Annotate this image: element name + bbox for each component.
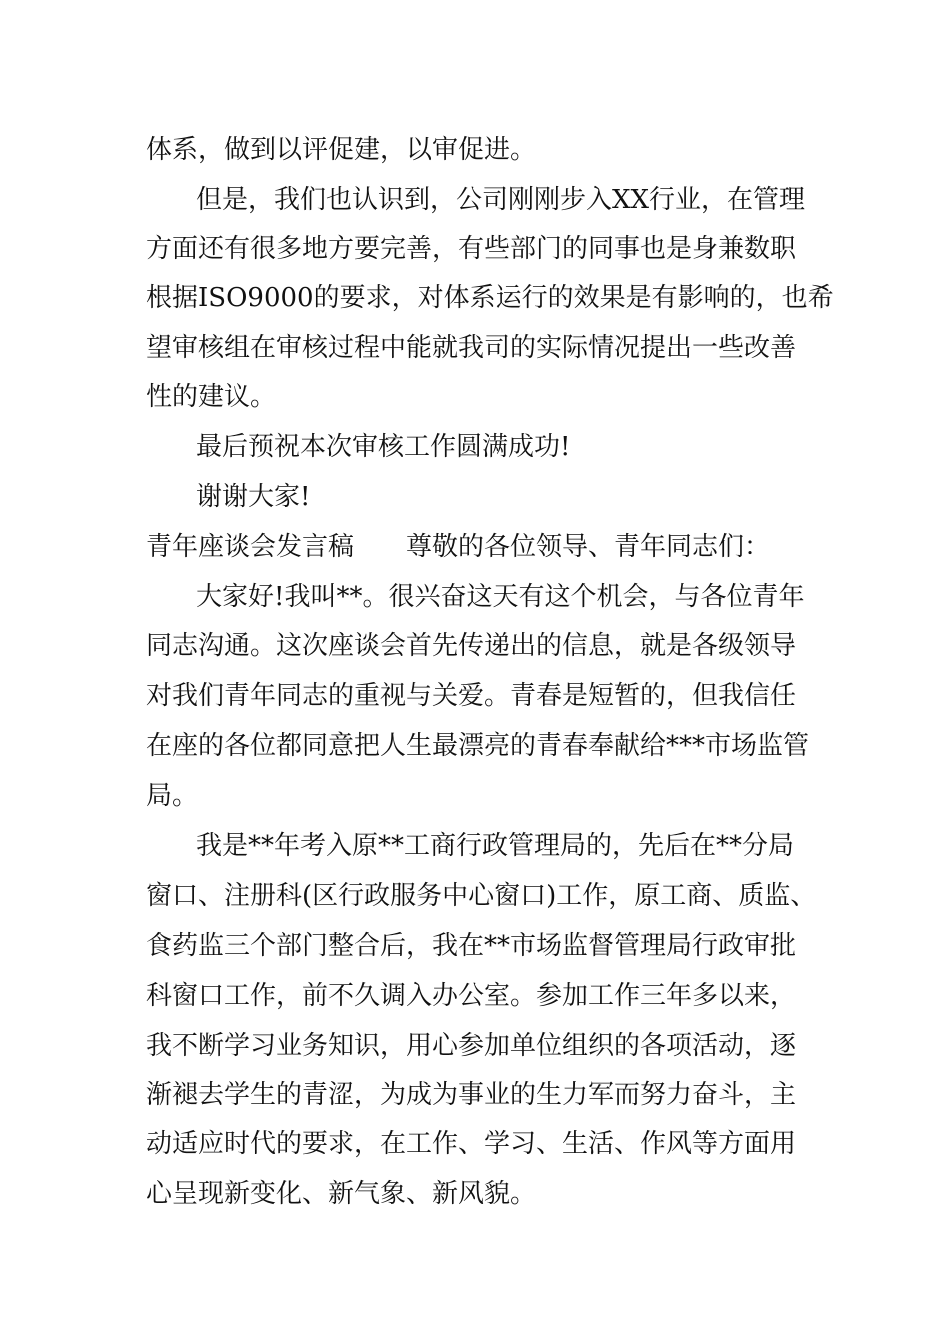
text-line: 方面还有很多地方要完善，有些部门的同事也是身兼数职 xyxy=(146,234,797,264)
text-line: 同志沟通。这次座谈会首先传递出的信息，就是各级领导 xyxy=(146,631,797,661)
text-line: 科窗口工作，前不久调入办公室。参加工作三年多以来， xyxy=(146,981,797,1011)
text-line: 最后预祝本次审核工作圆满成功! xyxy=(196,432,571,462)
text-line: 食药监三个部门整合后，我在**市场监督管理局行政审批 xyxy=(146,931,797,961)
text-line: 谢谢大家! xyxy=(196,482,311,512)
text-line: 但是，我们也认识到，公司刚刚步入XX行业，在管理 xyxy=(196,185,806,215)
text-line: 渐褪去学生的青涩，为成为事业的生力军而努力奋斗，主 xyxy=(146,1080,797,1110)
text-line: 对我们青年同志的重视与关爱。青春是短暂的，但我信任 xyxy=(146,681,797,711)
text-line: 在座的各位都同意把人生最漂亮的青春奉献给***市场监管 xyxy=(146,731,810,761)
text-line: 窗口、注册科(区行政服务中心窗口)工作，原工商、质监、 xyxy=(146,881,817,911)
text-line: 我不断学习业务知识，用心参加单位组织的各项活动，逐 xyxy=(146,1031,797,1061)
salutation: 尊敬的各位领导、青年同志们： xyxy=(406,532,771,562)
text-line: 根据ISO9000的要求，对体系运行的效果是有影响的，也希 xyxy=(146,283,834,313)
text-line: 大家好!我叫**。很兴奋这天有这个机会，与各位青年 xyxy=(196,582,805,612)
text-line: 性的建议。 xyxy=(146,382,277,412)
text-line: 心呈现新变化、新气象、新风貌。 xyxy=(146,1179,537,1209)
text-line: 局。 xyxy=(146,781,199,811)
text-line: 我是**年考入原**工商行政管理局的，先后在**分局 xyxy=(196,831,795,861)
text-line: 动适应时代的要求，在工作、学习、生活、作风等方面用 xyxy=(146,1129,797,1159)
section-title: 青年座谈会发言稿 xyxy=(146,532,355,562)
speech-heading xyxy=(146,527,770,567)
text-line: 体系，做到以评促建，以审促进。 xyxy=(146,135,537,165)
text-line: 望审核组在审核过程中能就我司的实际情况提出一些改善 xyxy=(146,333,797,363)
